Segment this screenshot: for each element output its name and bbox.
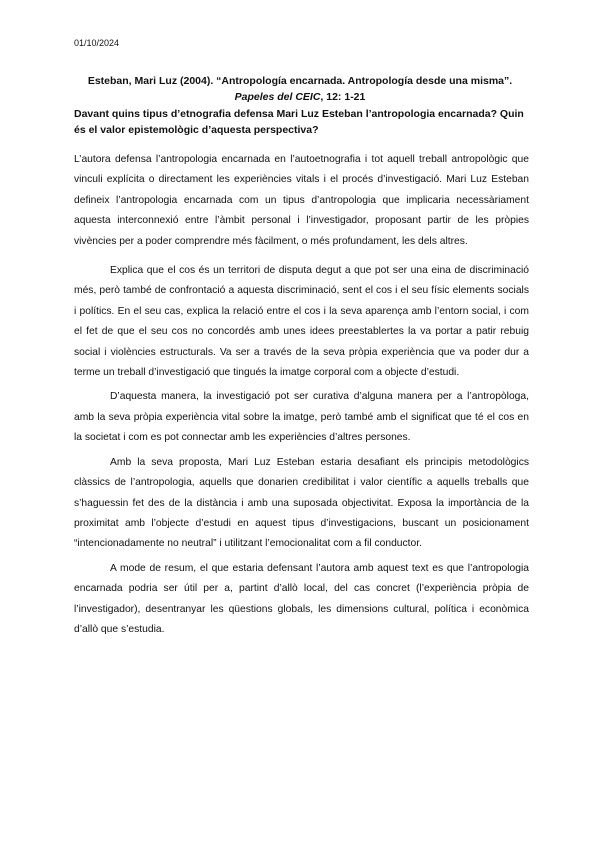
citation-source: [74, 89, 526, 105]
essay-body: [74, 150, 529, 644]
paragraph: Amb la seva proposta, Mari Luz Esteban estaria desafiant els principis metodològics clàssics de l’antropologia, aquells que donarien credibilitat i valor científic a aquells treballs que s’haguessin fet des de la distància i amb una suposada objectivitat. Exposa la importància de la proximitat amb l’objecte d’estudi en aquest tipus d’investigacions, buscant un posicionament “intencionadamente no neutral” i utilitzant l’emocionalitat com a fil conductor.: [74, 456, 529, 550]
paragraph: Explica que el cos és un territori de disputa degut a que pot ser una eina de discriminació més, però també de confrontació a aquesta discriminació, sent el cos i el seu físic elements socials i polítics. En el seu cas, explica la relació entre el cos i la seva aparença amb l’entorn social, i com el fet de que el seu cos no concordés amb unes idees preestablertes la va portar a patir rebuig social i violències estructurals. Va ser a través de la seva pròpia experiència que va poder dur a terme un treball d’investigació que tingués la imatge corporal com a objecte d’estudi.: [74, 265, 529, 379]
essay-question: Davant quins tipus d’etnografia defensa Mari Luz Esteban l’antropologia encarnada? Quin és el valor epistemològic d’aquesta perspectiva?: [74, 108, 524, 136]
citation: [74, 73, 526, 105]
citation-reference: Esteban, Mari Luz (2004). “Antropología encarnada. Antropología desde una misma”.: [87, 75, 513, 87]
paragraph: L’autora defensa l’antropologia encarnada en l’autoetnografia i tot aquell treball antropològic que vinculi explícita o directament les experiències vitals i el procés d’investigació. Mari Luz Esteban defineix l’antropologia encarnada com un tipus d’antropologia que implicaria necessàriament aquesta interconnexió entre l’àmbit personal i l’investigador, proposant partir de les pròpies vivències per a poder comprendre més fàcilment, o més profundament, les dels altres.: [74, 154, 529, 247]
document-date: 01/10/2024: [74, 38, 120, 48]
paragraph: D’aquesta manera, la investigació pot ser curativa d’alguna manera per a l’antropòloga, amb la seva pròpia experiència vital sobre la imatge, però també amb el significat que té el cos en la societat i com es pot connectar amb les experiències d’altres persones.: [74, 391, 529, 444]
citation-issue: , 12: 1-21: [320, 91, 366, 103]
paragraph: A mode de resum, el que estaria defensant l’autora amb aquest text es que l’antropologia encarnada podria ser útil per a, partint d’allò local, del cas concret (l’experiència pròpia de l’investigador), desentranyar les qüestions globals, les dimensions cultural, política i econòmica d’allò que s’estudia.: [74, 562, 529, 635]
citation-journal: Papeles del CEIC: [234, 91, 321, 103]
